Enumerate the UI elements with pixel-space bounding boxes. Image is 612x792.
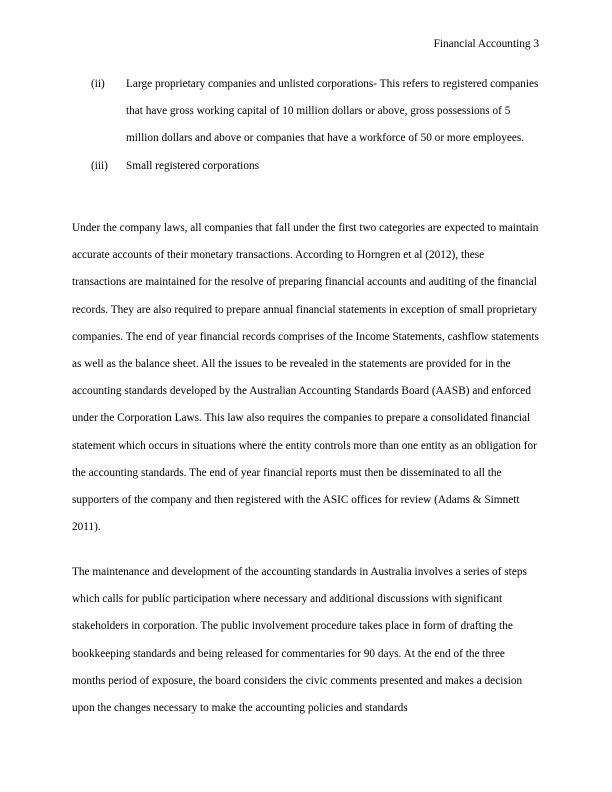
list-item-text: Large proprietary companies and unlisted corporations- This refers to registered companies that have gross working capital of 10 million dollars or above, gross possessions of 5 million dollars and above or companies that have a workforce of 50 or more employees.: [126, 78, 539, 145]
list-item: [72, 71, 540, 153]
list-item-text: Small registered corporations: [126, 159, 260, 172]
list-item-number: (ii): [91, 78, 105, 90]
list-item: [72, 153, 540, 180]
numbered-list: [72, 71, 540, 180]
body-paragraph: Under the company laws, all companies that fall under the first two categories are expected to maintain accurate accounts of their monetary transactions. According to Horngren et al (2012), these transactions are maintained for the resolve of preparing financial accounts and auditing of the financial records. They are also required to prepare annual financial statements in exception of small proprietary companies. The end of year financial records comprises of the Income Statements, cashflow statements as well as the balance sheet. All the issues to be revealed in the statements are provided for in the accounting standards developed by the Australian Accounting Standards Board (AASB) and enforced under the Corporation Laws. This law also requires the companies to prepare a consolidated financial statement which occurs in situations where the entity controls more than one entity as an obligation for the accounting standards. The end of year financial reports must then be disseminated to all the supporters of the company and then registered with the ASIC offices for review (Adams & Simnett 2011).: [72, 222, 539, 534]
running-header: Financial Accounting 3: [433, 38, 539, 50]
list-item-number: (iii): [91, 159, 108, 172]
body-paragraph: The maintenance and development of the accounting standards in Australia involves a series of steps which calls for public participation where necessary and additional discussions with significant stakeholders in corporation. The public involvement procedure takes place in form of drafting the bookkeeping standards and being released for commentaries for 90 days. At the end of the three months period of exposure, the board considers the civic comments presented and makes a decision upon the changes necessary to make the accounting policies and standards: [72, 566, 527, 715]
